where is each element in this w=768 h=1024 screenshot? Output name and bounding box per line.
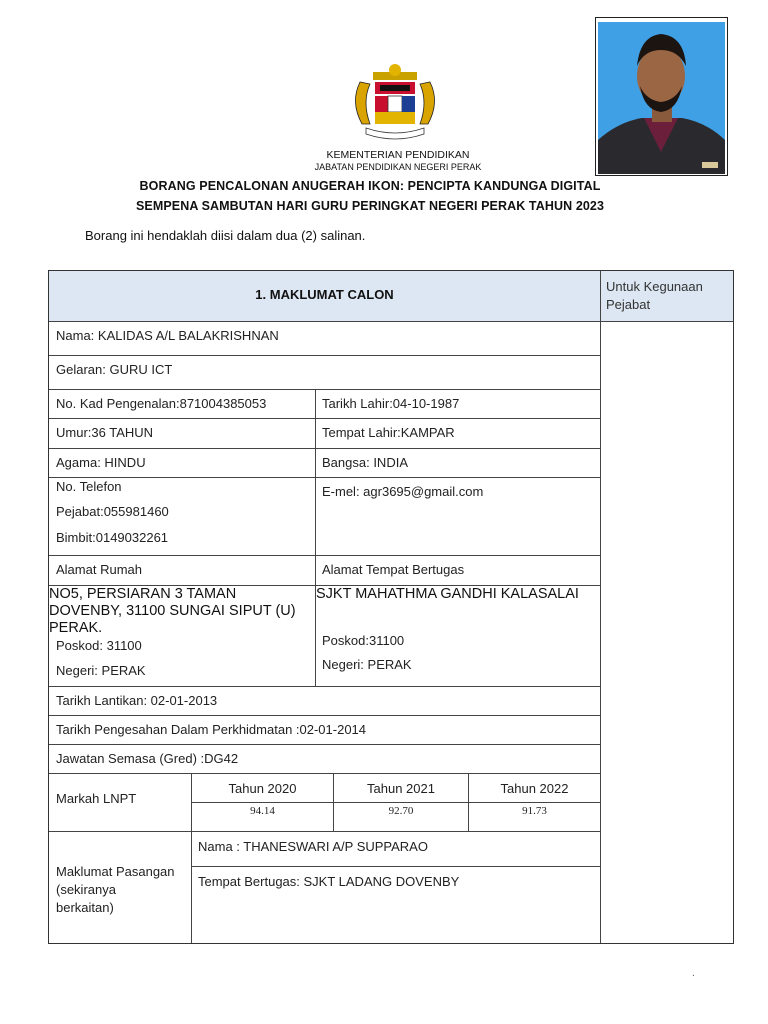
- form-title-line-2: SEMPENA SAMBUTAN HARI GURU PERINGKAT NEGERI PERAK TAHUN 2023: [135, 199, 605, 213]
- home-address-line-3: PERAK.: [49, 620, 103, 636]
- field-bimbit: Bimbit:0149032261: [56, 530, 169, 545]
- field-poskod-rumah: Poskod: 31100: [56, 638, 142, 653]
- spouse-note-line-2: berkaitan): [56, 900, 114, 915]
- field-tarikh-lahir: Tarikh Lahir:04-10-1987: [322, 396, 460, 411]
- lnpt-label: Markah LNPT: [56, 791, 137, 806]
- ministry-crest-logo: [340, 62, 450, 148]
- field-agama: Agama: HINDU: [56, 455, 146, 470]
- field-pejabat: Pejabat:055981460: [56, 504, 169, 519]
- field-nama: Nama: KALIDAS A/L BALAKRISHNAN: [56, 328, 279, 343]
- field-email: E-mel: agr3695@gmail.com: [322, 484, 484, 499]
- section-heading: 1. MAKLUMAT CALON: [255, 287, 394, 302]
- field-negeri-bertugas: Negeri: PERAK: [322, 657, 412, 672]
- lnpt-year-2020: Tahun 2020: [228, 781, 297, 796]
- lnpt-year-2021: Tahun 2021: [367, 781, 435, 796]
- lnpt-year-2022: Tahun 2022: [500, 781, 569, 796]
- lnpt-score-2021: 92.70: [388, 805, 414, 817]
- field-gelaran: Gelaran: GURU ICT: [56, 362, 173, 377]
- form-title-line-1: BORANG PENCALONAN ANUGERAH IKON: PENCIPTA KANDUNGA DIGITAL: [139, 179, 601, 193]
- field-tempat-lahir: Tempat Lahir:KAMPAR: [322, 425, 455, 440]
- field-tarikh-lantikan: Tarikh Lantikan: 02-01-2013: [56, 693, 218, 708]
- field-tarikh-pengesahan: Tarikh Pengesahan Dalam Perkhidmatan :02-01-2014: [56, 722, 367, 737]
- work-address-line-1: SJKT MAHATHMA GANDHI KALASALAI: [316, 586, 579, 602]
- candidate-info-table: [48, 270, 734, 944]
- spouse-label-block: [56, 863, 190, 917]
- spouse-label: Maklumat Pasangan: [56, 864, 175, 879]
- field-alamat-rumah-label: Alamat Rumah: [56, 562, 142, 577]
- office-use-line-2: Pejabat: [606, 297, 651, 312]
- lnpt-score-2022: 91.73: [522, 805, 547, 817]
- spouse-note-line-1: (sekiranya: [56, 882, 116, 897]
- spouse-workplace: Tempat Bertugas: SJKT LADANG DOVENBY: [198, 874, 460, 889]
- field-no-telefon-label: No. Telefon: [56, 479, 122, 494]
- department-name: JABATAN PENDIDIKAN NEGERI PERAK: [314, 162, 482, 172]
- field-negeri-rumah: Negeri: PERAK: [56, 663, 146, 678]
- field-alamat-bertugas-label: Alamat Tempat Bertugas: [322, 562, 465, 577]
- office-use-line-1: Untuk Kegunaan: [606, 279, 703, 294]
- spouse-name: Nama : THANESWARI A/P SUPPARAO: [198, 839, 428, 854]
- field-bangsa: Bangsa: INDIA: [322, 455, 408, 470]
- field-kad-pengenalan: No. Kad Pengenalan:871004385053: [56, 396, 267, 411]
- office-use-heading: [606, 278, 731, 314]
- home-address-line-1: NO5, PERSIARAN 3 TAMAN: [49, 586, 237, 602]
- ministry-name-block: [300, 149, 496, 173]
- home-address-line-2: DOVENBY, 31100 SUNGAI SIPUT (U): [49, 603, 296, 619]
- home-address: [49, 586, 315, 637]
- instruction-text: Borang ini hendaklah diisi dalam dua (2) salinan.: [85, 228, 366, 243]
- field-poskod-bertugas: Poskod:31100: [322, 633, 405, 648]
- footer-mark: .: [692, 968, 695, 979]
- field-jawatan: Jawatan Semasa (Gred) :DG42: [56, 751, 239, 766]
- lnpt-score-2020: 94.14: [250, 805, 275, 817]
- ministry-name: KEMENTERIAN PENDIDIKAN: [326, 149, 470, 161]
- candidate-photo: [595, 17, 728, 176]
- field-umur: Umur:36 TAHUN: [56, 425, 154, 440]
